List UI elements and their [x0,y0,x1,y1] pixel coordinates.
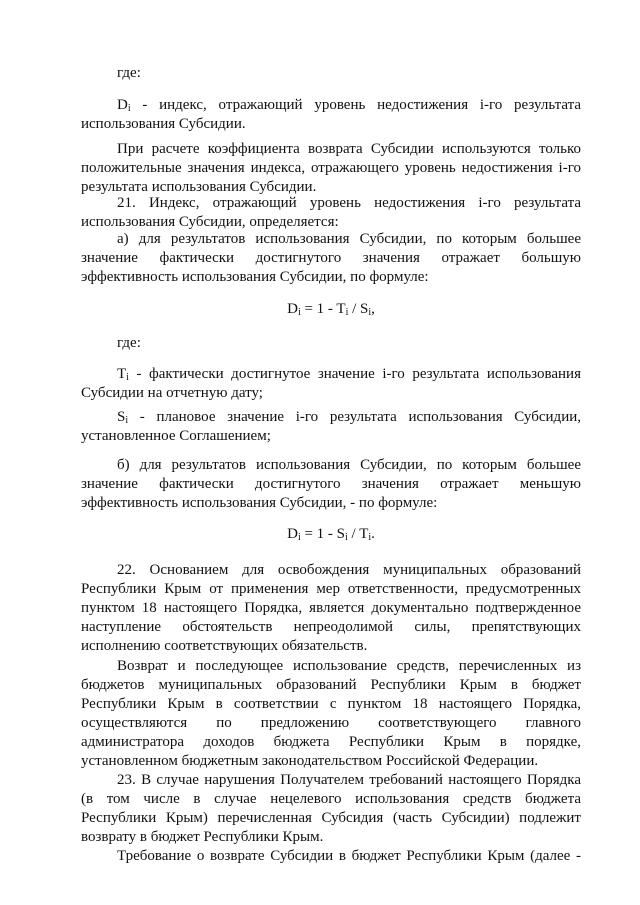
paragraph-coefficient: При расчете коэффициента возврата Субсидии используются только положительные значения индекса, отражающего уровень недостижения i-го результата использования Субсидии. [81,141,581,195]
si-definition: $S_i$ - плановое значение i-го результата использования Субсидии, установленное Соглашением; [81,409,581,444]
di-definition-line-1: $D_i$ - индекс, отражающий уровень недостижения i-го результата [117,97,581,114]
formula-2: $D_i = 1 - S_i / T_i$. [287,526,375,543]
paragraph-a: а) для результатов использования Субсидии, по которым большее значение фактически достигнутого значения отражает большую эффективность использования Субсидии, по формуле: [81,231,581,285]
paragraph-23: 23. В случае нарушения Получателем требований настоящего Порядка (в том числе в случае нецелевого использования средств бюджета Республики Крым) перечисленная Субсидия (часть Субсидии) подлежит возврату в бюджет Республики Крым. [81,772,581,845]
where-label-1: где: [117,65,141,81]
di-definition [81,96,581,134]
ti-definition: $T_i$ - фактически достигнутое значение i-го результата использования Субсидии на отчетную дату; [81,366,581,401]
paragraph-21: 21. Индекс, отражающий уровень недостижения i-го результата использования Субсидии, определяется: [81,195,581,230]
di-definition-line-2: использования Субсидии. [81,116,246,132]
paragraph-requirement: Требование о возврате Субсидии в бюджет Республики Крым (далее - [117,848,581,864]
formula-1: $D_i = 1 - T_i / S_i$, [287,301,375,318]
paragraph-b: б) для результатов использования Субсидии, по которым большее значение фактически достигнутого значения отражает меньшую эффективность использования Субсидии, - по формуле: [81,457,581,511]
paragraph-return: Возврат и последующее использование средств, перечисленных из бюджетов муниципальных образований Республики Крым в бюджет Республики Крым в соответствии с пунктом 18 настоящего Порядка, осуществляются по предложению соответствующего главного администратора доходов бюджета Республики Крым в порядке, установленном бюджетным законодательством Российской Федерации. [81,658,581,769]
where-label-2: где: [117,335,141,351]
paragraph-22: 22. Основанием для освобождения муниципальных образований Республики Крым от применения мер ответственности, предусмотренных пунктом 18 настоящего Порядка, является документально подтвержденное наступление обстоятельств непреодолимой силы, препятствующих исполнению соответствующих обязательств. [81,562,581,654]
